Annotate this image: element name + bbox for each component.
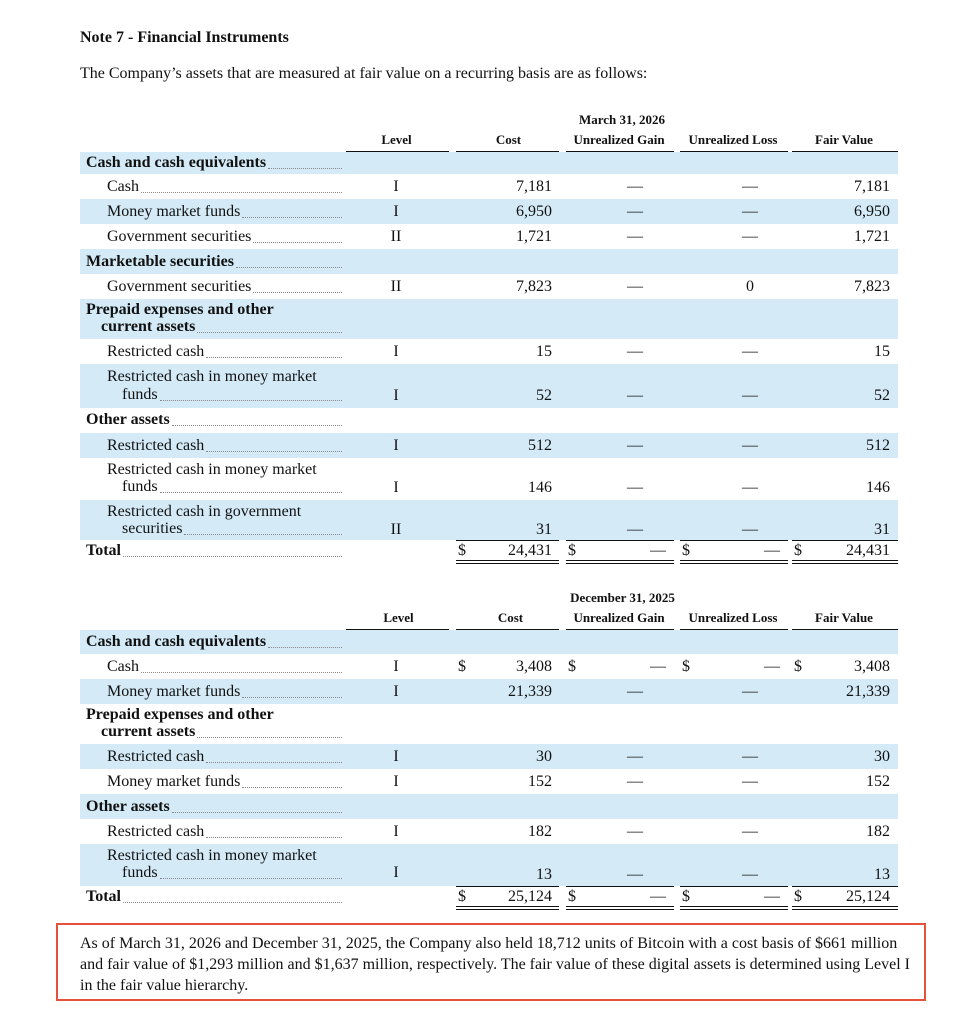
row-label: Restricted cash in government: [107, 503, 302, 520]
loss-cell: —: [742, 866, 758, 883]
cost-cell: 13: [536, 866, 552, 883]
dot-leader: [242, 217, 342, 218]
row-label: Money market funds: [107, 683, 241, 700]
row-label: Restricted cash: [107, 823, 205, 840]
level-cell: I: [393, 823, 399, 840]
dot-leader: [253, 242, 342, 243]
currency-symbol: $: [568, 542, 576, 559]
fair-cell: 31: [874, 521, 890, 538]
col-unrealized-gain: Unrealized Gain: [573, 132, 665, 147]
col-cost: Cost: [495, 132, 522, 147]
loss-cell: —: [742, 228, 758, 245]
table-row: [80, 174, 898, 199]
cost-cell: 15: [536, 343, 552, 360]
table-row: [80, 654, 898, 679]
table-row: [80, 339, 898, 364]
level-cell: I: [393, 864, 399, 881]
level-cell: I: [393, 748, 399, 765]
dot-leader: [206, 837, 342, 838]
cost-cell: 6,950: [516, 203, 552, 220]
gain-cell: —: [627, 683, 643, 700]
loss-cell: —: [742, 823, 758, 840]
total-row: [80, 540, 898, 562]
fair-cell: 7,823: [854, 278, 890, 295]
currency-symbol: $: [568, 888, 576, 905]
row-label: Restricted cash in money market: [107, 847, 317, 864]
fair-value-table-march-2026: [80, 110, 898, 570]
col-unrealized-gain: Unrealized Gain: [573, 610, 665, 625]
col-level: Level: [381, 132, 412, 147]
fair-cell: 182: [866, 823, 890, 840]
dot-leader: [184, 534, 342, 535]
loss-cell: —: [742, 387, 758, 404]
gain-cell: —: [627, 178, 643, 195]
row-label: Cash: [107, 658, 139, 675]
currency-symbol: $: [458, 658, 466, 675]
row-label: Restricted cash: [107, 748, 205, 765]
dot-leader: [172, 812, 342, 813]
section-label: Cash and cash equivalents: [86, 633, 267, 650]
row-label: Restricted cash in money market: [107, 368, 317, 385]
total-cost: 24,431: [508, 542, 552, 559]
fair-cell: 146: [866, 479, 890, 496]
table-row: [80, 458, 898, 500]
dot-leader: [206, 357, 342, 358]
table-row: [80, 433, 898, 458]
level-cell: I: [393, 387, 399, 404]
table-row: [80, 819, 898, 844]
section-label: Other assets: [86, 798, 170, 815]
dot-leader: [236, 267, 342, 268]
row-label: Cash: [107, 178, 139, 195]
section-row: [80, 249, 898, 274]
gain-cell: —: [627, 521, 643, 538]
fair-cell: 6,950: [854, 203, 890, 220]
total-loss: —: [764, 542, 780, 559]
period-label: December 31, 2025: [570, 590, 675, 605]
currency-symbol: $: [794, 542, 802, 559]
row-label-cont: funds: [122, 864, 158, 881]
fair-cell: 52: [874, 387, 890, 404]
currency-symbol: $: [794, 658, 802, 675]
level-cell: II: [390, 228, 402, 245]
loss-cell: —: [742, 343, 758, 360]
total-label: Total: [86, 542, 121, 559]
row-label-cont: securities: [122, 520, 183, 537]
dot-leader: [268, 647, 342, 648]
level-cell: I: [393, 479, 399, 496]
table-row: [80, 769, 898, 794]
table-row: [80, 224, 898, 249]
fair-cell: 13: [874, 866, 890, 883]
fair-cell: 152: [866, 773, 890, 790]
cost-cell: 7,181: [516, 178, 552, 195]
dot-leader: [242, 697, 342, 698]
col-fair-value: Fair Value: [815, 132, 873, 147]
table-row: [80, 844, 898, 886]
cost-cell: 3,408: [516, 658, 552, 675]
level-cell: I: [393, 343, 399, 360]
loss-cell: —: [742, 773, 758, 790]
currency-symbol: $: [458, 888, 466, 905]
gain-cell: —: [627, 343, 643, 360]
dot-leader: [206, 451, 342, 452]
row-label: Restricted cash: [107, 437, 205, 454]
fair-cell: 15: [874, 343, 890, 360]
col-fair-value: Fair Value: [815, 610, 873, 625]
dot-leader: [172, 425, 342, 426]
currency-symbol: $: [568, 658, 576, 675]
bitcoin-footnote: As of March 31, 2026 and December 31, 2025, the Company also held 18,712 units of Bitcoin with a cost basis of $661 million and fair value of $1,293 million and $1,637 million, respectively. The fair value of these digital assets is determined using Level I in the fair value hierarchy.: [56, 923, 926, 1001]
dot-leader: [160, 878, 342, 879]
loss-cell: —: [742, 203, 758, 220]
col-unrealized-loss: Unrealized Loss: [688, 132, 778, 147]
gain-cell: —: [627, 823, 643, 840]
gain-cell: —: [627, 387, 643, 404]
cost-cell: 146: [528, 479, 552, 496]
fair-value-table-december-2025: [80, 588, 898, 918]
section-label: Cash and cash equivalents: [86, 154, 267, 171]
gain-cell: —: [627, 866, 643, 883]
table-row: [80, 679, 898, 704]
level-cell: I: [393, 203, 399, 220]
table-row: [80, 274, 898, 299]
cost-cell: 7,823: [516, 278, 552, 295]
gain-cell: —: [627, 479, 643, 496]
level-cell: I: [393, 773, 399, 790]
cost-cell: 52: [536, 387, 552, 404]
loss-cell: —: [742, 521, 758, 538]
dot-leader: [242, 787, 342, 788]
section-label: Other assets: [86, 411, 170, 428]
col-level: Level: [383, 610, 414, 625]
row-label: Money market funds: [107, 773, 241, 790]
fair-cell: 30: [874, 748, 890, 765]
row-label: Government securities: [107, 278, 252, 295]
fair-cell: 21,339: [846, 683, 890, 700]
total-row: [80, 886, 898, 908]
total-gain: —: [650, 888, 666, 905]
loss-cell: —: [742, 437, 758, 454]
total-cost: 25,124: [508, 888, 552, 905]
table-header: [80, 112, 898, 152]
dot-leader: [197, 737, 342, 738]
row-label-cont: funds: [122, 478, 158, 495]
dot-leader: [123, 556, 342, 557]
total-loss: —: [764, 888, 780, 905]
section-label: Marketable securities: [86, 253, 234, 270]
dot-leader: [253, 292, 342, 293]
row-label-cont: funds: [122, 386, 158, 403]
level-cell: I: [393, 658, 399, 675]
total-fair: 24,431: [846, 542, 890, 559]
level-cell: II: [390, 521, 402, 538]
cost-cell: 1,721: [516, 228, 552, 245]
fair-cell: 1,721: [854, 228, 890, 245]
loss-cell: —: [764, 658, 780, 675]
row-label: Restricted cash: [107, 343, 205, 360]
level-cell: I: [393, 178, 399, 195]
cost-cell: 31: [536, 521, 552, 538]
total-gain: —: [650, 542, 666, 559]
col-unrealized-loss: Unrealized Loss: [688, 610, 778, 625]
dot-leader: [160, 400, 342, 401]
total-label: Total: [86, 888, 121, 905]
loss-cell: 0: [746, 278, 754, 295]
total-fair: 25,124: [846, 888, 890, 905]
currency-symbol: $: [794, 888, 802, 905]
loss-cell: —: [742, 748, 758, 765]
currency-symbol: $: [682, 658, 690, 675]
section-row: [80, 794, 898, 819]
cost-cell: 152: [528, 773, 552, 790]
loss-cell: —: [742, 479, 758, 496]
dot-leader: [206, 762, 342, 763]
level-cell: I: [393, 683, 399, 700]
cost-cell: 182: [528, 823, 552, 840]
section-label-cont: current assets: [101, 723, 196, 740]
table-row: [80, 744, 898, 769]
table-header: [80, 590, 898, 630]
fair-cell: 3,408: [854, 658, 890, 675]
cost-cell: 21,339: [508, 683, 552, 700]
section-row: [80, 704, 898, 744]
currency-symbol: $: [682, 888, 690, 905]
section-row: [80, 299, 898, 339]
gain-cell: —: [627, 748, 643, 765]
cost-cell: 30: [536, 748, 552, 765]
cost-cell: 512: [528, 437, 552, 454]
col-cost: Cost: [497, 610, 524, 625]
level-cell: II: [390, 278, 402, 295]
note-title: Note 7 - Financial Instruments: [80, 29, 289, 46]
dot-leader: [141, 672, 342, 673]
section-row: [80, 630, 898, 654]
row-label: Restricted cash in money market: [107, 461, 317, 478]
section-label: Prepaid expenses and other: [86, 706, 274, 723]
table-row: [80, 364, 898, 408]
loss-cell: —: [742, 683, 758, 700]
dot-leader: [197, 332, 342, 333]
level-cell: I: [393, 437, 399, 454]
section-label-cont: current assets: [101, 318, 196, 335]
period-label: March 31, 2026: [578, 112, 666, 127]
section-label: Prepaid expenses and other: [86, 301, 274, 318]
dot-leader: [123, 902, 342, 903]
gain-cell: —: [627, 773, 643, 790]
table-row: [80, 500, 898, 540]
currency-symbol: $: [682, 542, 690, 559]
gain-cell: —: [627, 437, 643, 454]
row-label: Money market funds: [107, 203, 241, 220]
intro-text: The Company’s assets that are measured at fair value on a recurring basis are as follows:: [80, 65, 648, 82]
gain-cell: —: [627, 228, 643, 245]
loss-cell: —: [742, 178, 758, 195]
dot-leader: [141, 192, 342, 193]
section-row: [80, 408, 898, 433]
gain-cell: —: [627, 278, 643, 295]
gain-cell: —: [627, 203, 643, 220]
dot-leader: [160, 492, 342, 493]
fair-cell: 512: [866, 437, 890, 454]
gain-cell: —: [650, 658, 666, 675]
fair-cell: 7,181: [854, 178, 890, 195]
section-row: [80, 152, 898, 174]
dot-leader: [268, 168, 342, 169]
row-label: Government securities: [107, 228, 252, 245]
currency-symbol: $: [458, 542, 466, 559]
table-row: [80, 199, 898, 224]
